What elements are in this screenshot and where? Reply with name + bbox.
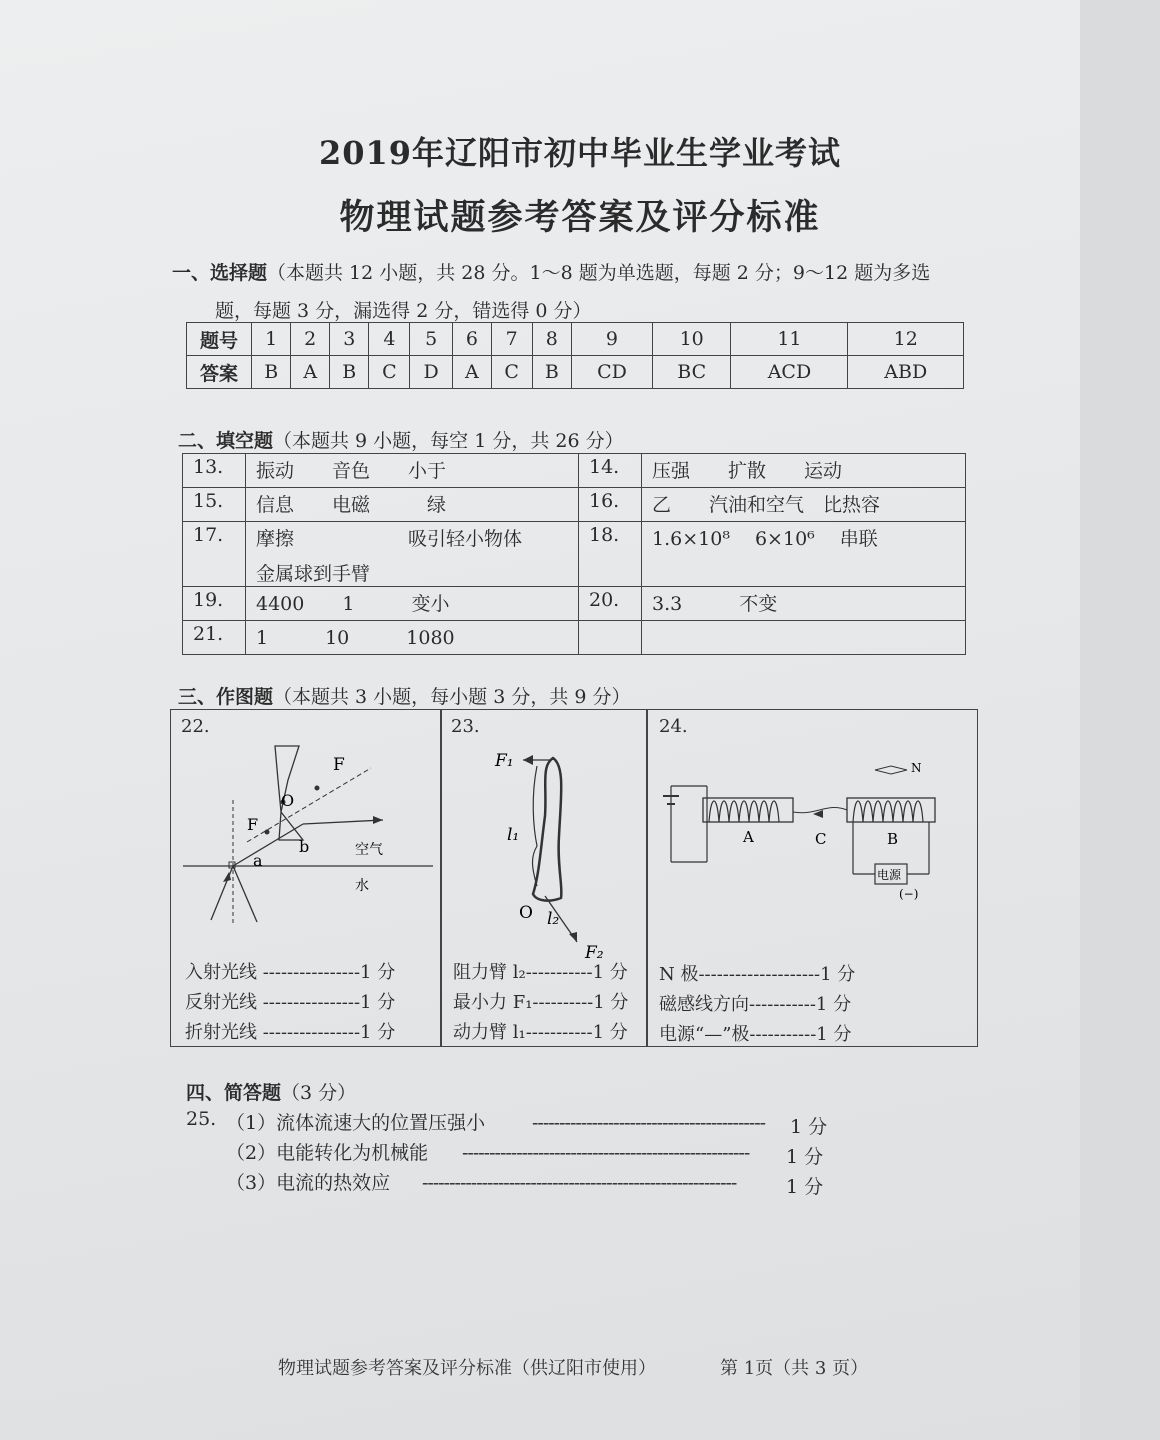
item-number: 13.: [183, 454, 246, 488]
section1-header: [172, 258, 930, 285]
q-num-cell: 11: [731, 323, 848, 356]
label-A: A: [743, 828, 754, 846]
answer-cell: A: [291, 356, 330, 389]
q22-score-line: 反射光线 ----------------1 分: [185, 992, 396, 1013]
answer-cell: A: [453, 356, 492, 389]
item-number: 17.: [183, 522, 246, 587]
answer-cell: C: [369, 356, 410, 389]
q-num-cell: 5: [410, 323, 453, 356]
q-num-cell: 6: [453, 323, 492, 356]
item-answer-line2: 金属球到手臂: [256, 563, 371, 585]
section2-heading: 二、填空题: [178, 430, 274, 452]
label-N: N: [911, 761, 922, 775]
label-air: 空气: [355, 842, 383, 858]
item-number: 18.: [579, 522, 642, 587]
label-water: 水: [355, 878, 369, 894]
brace-l1: [533, 766, 538, 886]
page-number: 第 1页（共 3 页）: [720, 1358, 869, 1379]
section2-desc: （本题共 9 小题，每空 1 分，共 26 分）: [273, 430, 624, 452]
item-answer: 1.6×10⁸ 6×10⁶ 串联: [642, 522, 966, 587]
fill-blank-table: [182, 453, 966, 655]
question-number-row: [187, 323, 964, 356]
label-source: 电源: [877, 868, 902, 882]
q-num-cell: 1: [252, 323, 291, 356]
q24-score-line: 电源“—”极-----------1 分: [659, 1024, 852, 1045]
exam-subtitle: 物理试题参考答案及评分标准: [339, 197, 821, 238]
incident-ray: [211, 866, 233, 920]
q24-number: 24.: [659, 716, 688, 737]
coil-A: [709, 801, 779, 822]
footer-title: 物理试题参考答案及评分标准（供辽阳市使用）: [278, 1358, 656, 1379]
item-answer: 振动 音色 小于: [246, 454, 579, 488]
q22-optics-diagram: [171, 740, 441, 930]
item-number: 21.: [183, 621, 246, 655]
q-num-cell: 3: [330, 323, 369, 356]
section3-desc: （本题共 3 小题，每小题 3 分，共 9 分）: [273, 686, 631, 708]
compass-needle-icon: [875, 766, 907, 774]
row-label-question: 题号: [187, 323, 252, 356]
row-label-answer: 答案: [187, 356, 252, 389]
label-F-top: F: [333, 755, 345, 775]
label-minus: (−): [899, 887, 919, 901]
answer-row: [187, 356, 964, 389]
q25-item-score: 1 分: [790, 1116, 828, 1138]
q-num-cell: 12: [848, 323, 964, 356]
focus-point: [315, 786, 320, 791]
label-b: b: [299, 837, 310, 856]
table-row: [183, 454, 966, 488]
item-answer: 摩擦 吸引轻小物体: [256, 528, 523, 550]
item-answer: 1 10 1080: [246, 621, 579, 655]
answer-cell: D: [410, 356, 453, 389]
item-answer: 4400 1 变小: [246, 587, 579, 621]
label-O: O: [281, 791, 295, 810]
q25-item-text: （3）电流的热效应: [226, 1172, 391, 1194]
q25-item-score: 1 分: [786, 1146, 824, 1168]
q25-item-dashes: -----------------------------------------------------: [462, 1142, 750, 1164]
answer-cell: BC: [652, 356, 731, 389]
q23-score-line: 阻力臂 l₂-----------1 分: [453, 962, 628, 983]
answer-cell: B: [330, 356, 369, 389]
q23-number: 23.: [451, 716, 480, 737]
table-row: [183, 621, 966, 655]
empty-cell: [579, 621, 642, 655]
answer-cell: ABD: [848, 356, 964, 389]
q-num-cell: 9: [571, 323, 652, 356]
item-answer-multiline: [246, 522, 579, 587]
section2-header: [178, 426, 624, 453]
q24-score-line: N 极--------------------1 分: [659, 964, 856, 985]
q23-lever-diagram: [441, 736, 647, 963]
section1-heading: 一、选择题: [172, 262, 268, 284]
q25-item-dashes: -------------------------------------------: [532, 1112, 766, 1134]
q25-item: [226, 1168, 390, 1195]
table-row: [183, 522, 966, 587]
q25-item-text: （1）流体流速大的位置压强小: [226, 1112, 486, 1134]
section3-heading: 三、作图题: [178, 686, 274, 708]
label-F1: F₁: [495, 751, 514, 771]
q25-item-dashes: ----------------------------------------------------------: [422, 1172, 737, 1194]
section4-desc: （3 分）: [281, 1082, 357, 1104]
q25-item-text: （2）电能转化为机械能: [226, 1142, 429, 1164]
section4-heading: 四、简答题: [186, 1082, 282, 1104]
label-l1: l₁: [507, 825, 520, 845]
item-number: 15.: [183, 488, 246, 522]
q23-score-line: 最小力 F₁----------1 分: [453, 992, 629, 1013]
q24-box: [646, 709, 978, 1047]
label-O: O: [519, 903, 533, 923]
table-row: [183, 488, 966, 522]
item-answer: 信息 电磁 绿: [246, 488, 579, 522]
answer-cell: B: [252, 356, 291, 389]
item-number: 14.: [579, 454, 642, 488]
section1-desc-line2: 题，每题 3 分，漏选得 2 分，错选得 0 分）: [215, 300, 592, 322]
ray-segment: [303, 820, 383, 824]
q24-score-line: 磁感线方向-----------1 分: [659, 994, 852, 1015]
focus-point: [265, 830, 270, 835]
answer-cell: ACD: [731, 356, 848, 389]
arrow-icon: [373, 816, 383, 824]
section3-header: [178, 682, 631, 709]
choice-answer-table: [186, 322, 964, 389]
label-a: a: [253, 851, 263, 870]
q22-score-line: 折射光线 ----------------1 分: [185, 1022, 396, 1043]
q-num-cell: 7: [491, 323, 532, 356]
answer-cell: C: [491, 356, 532, 389]
item-answer: 3.3 不变: [642, 587, 966, 621]
item-answer: 压强 扩散 运动: [642, 454, 966, 488]
q22-box: [170, 709, 442, 1047]
fishing-rod-body: [533, 758, 561, 901]
item-number: 19.: [183, 587, 246, 621]
label-l2: l₂: [547, 909, 560, 929]
arrow-icon: [523, 755, 533, 765]
item-number: 20.: [579, 587, 642, 621]
q23-score-line: 动力臂 l₁-----------1 分: [453, 1022, 628, 1043]
item-number: 16.: [579, 488, 642, 522]
empty-cell: [642, 621, 966, 655]
answer-cell: CD: [571, 356, 652, 389]
coil-B: [853, 801, 923, 822]
q25-item: [226, 1108, 485, 1135]
label-C: C: [815, 830, 827, 848]
q-num-cell: 2: [291, 323, 330, 356]
section4-header: [186, 1078, 356, 1105]
q22-score-line: 入射光线 ----------------1 分: [185, 962, 396, 983]
table-row: [183, 587, 966, 621]
q-num-cell: 8: [532, 323, 571, 356]
label-F-left: F: [247, 815, 259, 834]
q23-box: [440, 709, 648, 1047]
label-F2: F₂: [585, 943, 604, 963]
q24-circuit-diagram: [647, 761, 947, 901]
q22-number: 22.: [181, 716, 210, 737]
section1-desc-line1: （本题共 12 小题，共 28 分。1～8 题为单选题，每题 2 分；9～12 题为多选: [267, 262, 931, 284]
q25-item-score: 1 分: [786, 1176, 824, 1198]
arrow-icon: [569, 932, 577, 942]
label-B: B: [887, 830, 899, 848]
q-num-cell: 4: [369, 323, 410, 356]
reflected-ray: [233, 866, 257, 922]
q25-number: 25.: [186, 1108, 217, 1130]
q25-item: [226, 1138, 428, 1165]
answer-cell: B: [532, 356, 571, 389]
q-num-cell: 10: [652, 323, 731, 356]
exam-title: 2019年辽阳市初中毕业生学业考试: [318, 134, 842, 172]
item-answer: 乙 汽油和空气 比热容: [642, 488, 966, 522]
